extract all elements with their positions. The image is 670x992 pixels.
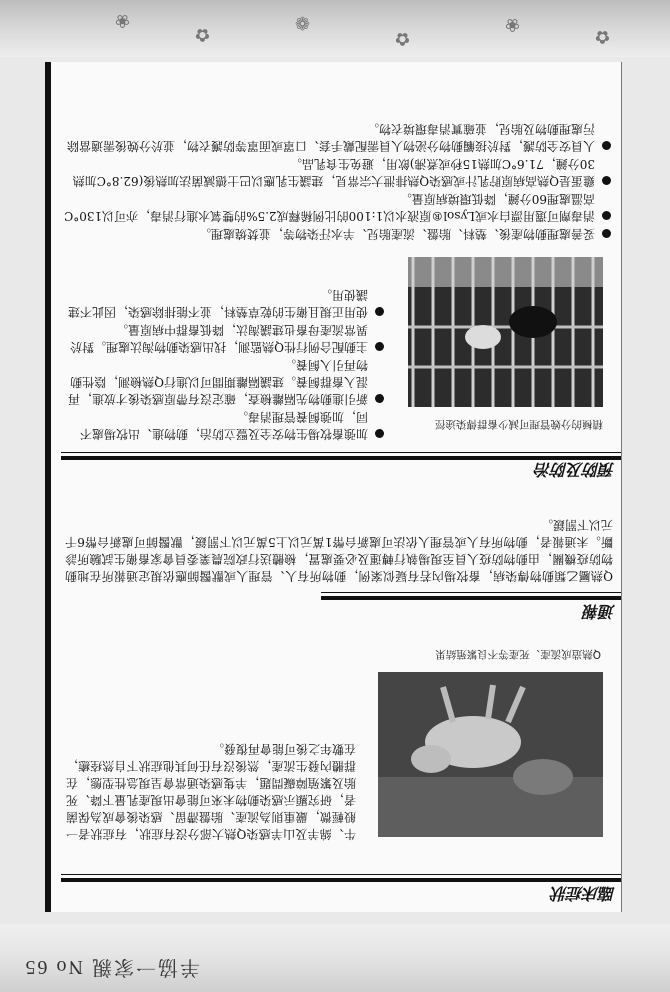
flower-icon: ✿ [394,28,410,49]
flower-icon: ❀ [114,10,130,31]
section-title-prevention: 預防及防治 [534,460,615,477]
photo-caption-abortion: Q熱造成流產、死產等不良繁殖結果 [435,648,601,660]
prevention-list [61,285,386,442]
section-divider-thin [321,592,621,593]
flower-icon: ✿ [594,26,610,47]
flower-icon: ❀ [504,14,520,35]
magazine-issue-label: 羊協一家親 No 65 [23,956,200,978]
abortion-photo [378,672,603,837]
report-text: Q熱屬乙類動物傳染病，畜牧場內若有疑似案例，動物所有人、管理人或獸醫師應依規定通報所在地動物防疫機關，由動物防疫人員至現場執行轉運及必要處置，檢體送行政院農業委員會家畜衛生試驗所診斷。未通報者，動物所有人或管理人依法可處新台幣1萬元以上5萬元以下罰鍰，獸醫師可處新台幣6千元以下罰鍰。 [65,518,613,583]
clinical-text: 牛、綿羊及山羊感染Q熱大部分沒有症狀，有症狀者一般輕微，嚴重則為流產、胎盤滯留、感染後會成為保菌者，研究顯示感染動物未來可能會出現產乳量下降、死胎及繁殖障礙問題，羊隻感染通常會呈現急性型態，在群體內發生流產，然後沒有任何其他症狀下自然痊癒，在數年之後可能會再復發。 [66,742,356,841]
list-item: 新引進動物先隔離檢查，確定沒有帶原感染後才放進，再混入畜群飼養。建議隔離期間可以進行Q熱檢測，陰性動物再引入飼養。 [61,356,386,407]
photo-caption-delivery: 積極的分娩管理可減少畜群傳染途徑 [435,418,603,430]
list-item: 加強畜牧場生物安全及豎立防治，動物進、出牧場處不同，加強飼養管理消毒。 [61,408,386,442]
section-divider [321,596,621,600]
article-body [45,62,622,912]
flower-icon: ❁ [294,12,310,33]
list-item: 消毒劑可選用漂白水或Lysol®原液水以1:100的比例稀釋成2.5%的雙氧水進行消毒，亦可以130°C高溫處理60分鐘，降低環境病原量。 [61,190,613,224]
list-item: 主動配合例行性Q熱監測，找出感染動物淘汰處理。對於異常流產母畜也建議淘汰，降低畜群中病原量。 [61,321,386,355]
prevention-list-continued [61,119,613,242]
list-item: 雞蛋是Q熱高病原貯乳汁或感染Q熱排泄大宗常見，建議生乳應以巴士德滅菌法加熱後(62.8°C加熱30分鐘，71.6°C加熱15秒或煮沸)飲用，避免生食乳品。 [61,155,613,189]
page-footer [0,924,670,992]
list-item: 人員安全防護，對於接觸動物分泌物人員需配戴手套、口罩或面罩等防護衣物，並於分娩後需適當除污處理動物及胎兒，並確實消毒環境衣物。 [61,120,613,154]
section-divider [61,878,621,882]
list-item: 使用正規且衛生的乾草墊料，並不能排除感染，因此不建議使用。 [61,286,386,320]
flower-icon: ✿ [194,24,210,45]
list-item: 妥善處理動物產後、墊料、胎盤、流產胎兒、羊水汙染物等，並焚燒處理。 [61,225,613,242]
section-divider [61,456,621,460]
section-title-clinical: 臨床症狀 [550,884,615,901]
pen-photo [408,257,603,407]
page-header-decoration [0,0,670,57]
section-divider-thin [61,452,621,453]
section-divider-thin [61,874,621,875]
section-title-report: 通報 [582,602,615,619]
